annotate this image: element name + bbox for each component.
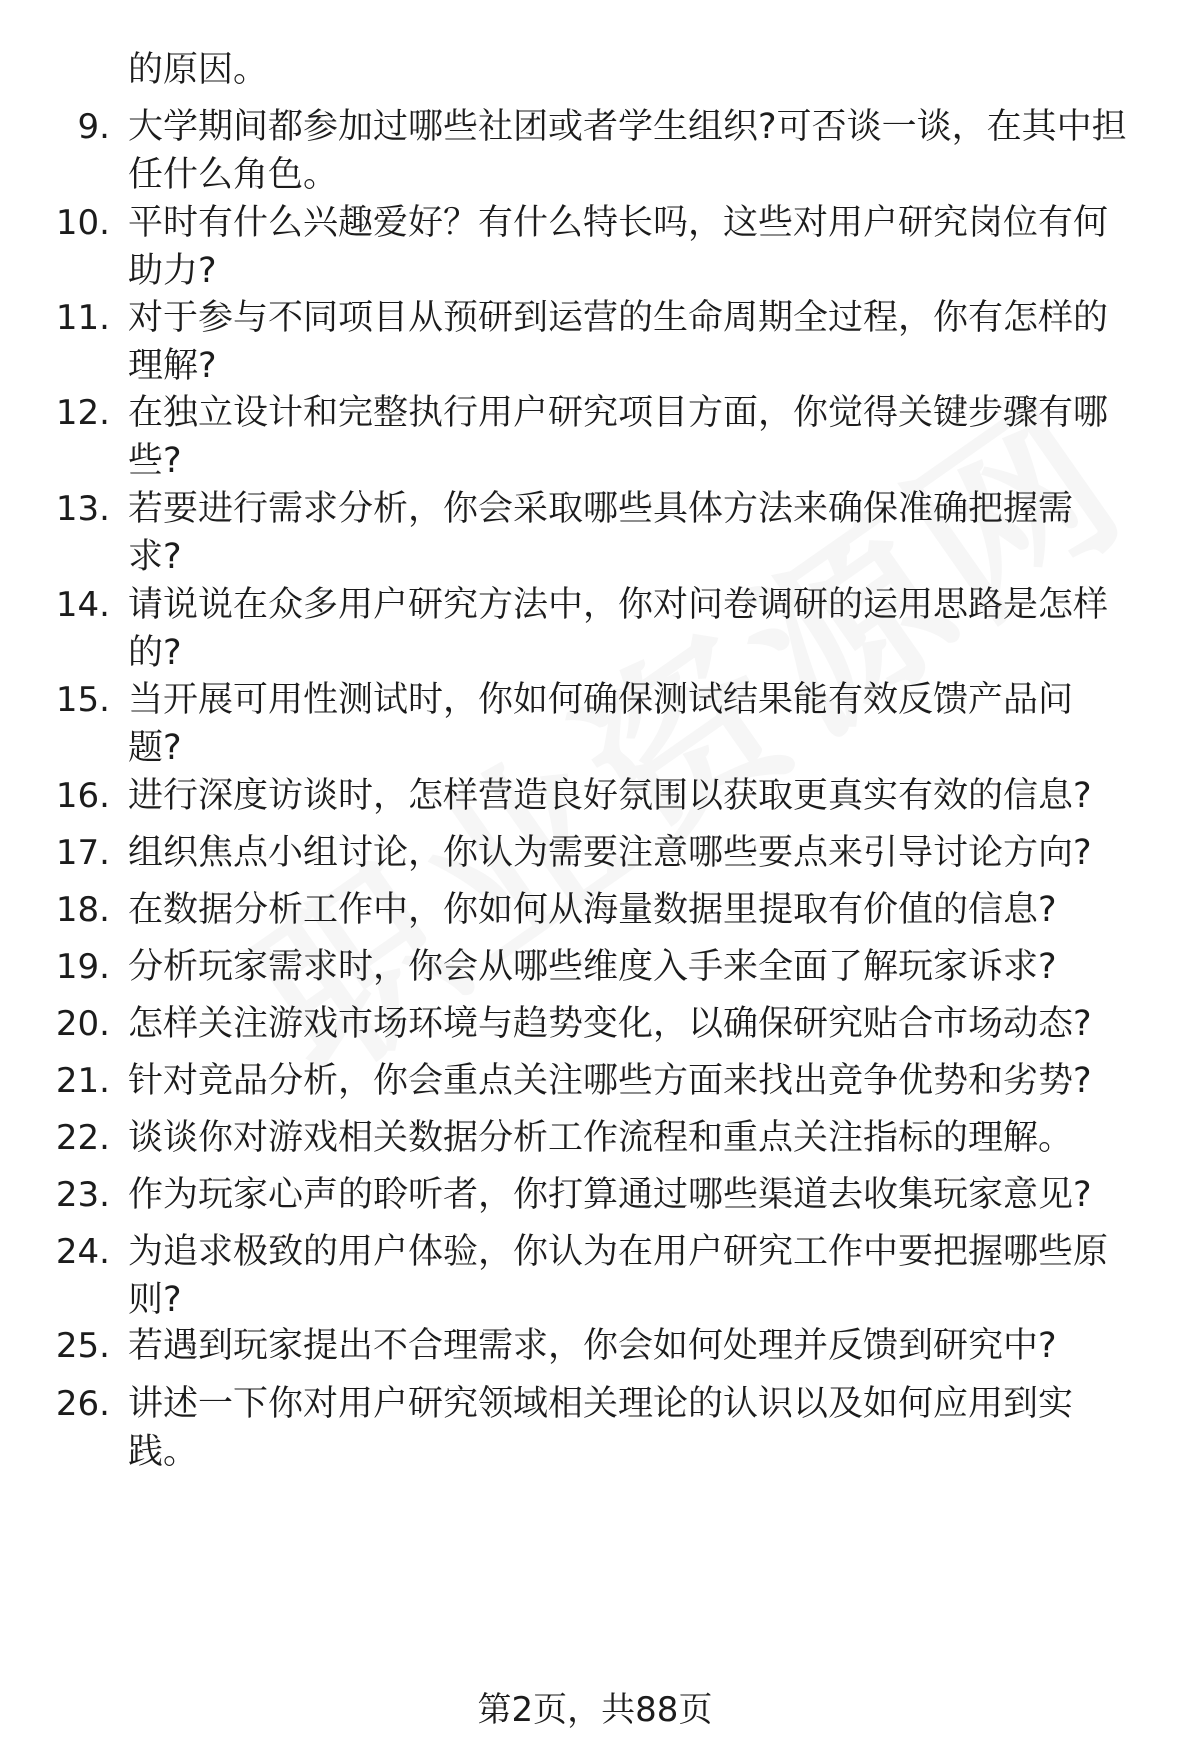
question-number: 26. [55,1384,110,1424]
question-number: 19. [55,947,110,987]
question-text [128,772,1168,820]
question-number: 17. [55,833,110,873]
question-line: 进行深度访谈时，怎样营造良好氛围以获取更真实有效的信息? [128,776,1092,816]
question-number: 10. [55,203,110,243]
question-number: 11. [55,298,110,338]
question-number: 14. [55,585,110,625]
question-text [128,1322,1168,1370]
question-line: 在数据分析工作中，你如何从海量数据里提取有价值的信息? [128,890,1057,930]
page-footer: 第2页，共88页 [477,1690,713,1730]
question-number: 12. [55,393,110,433]
question-line: 则? [128,1280,182,1320]
question-line: 助力? [128,251,217,291]
question-number: 15. [55,680,110,720]
question-text [128,103,1168,199]
question-text [128,199,1168,295]
question-line: 谈谈你对游戏相关数据分析工作流程和重点关注指标的理解。 [128,1118,1074,1158]
question-text [128,581,1168,677]
question-number: 21. [55,1061,110,1101]
question-line: 在独立设计和完整执行用户研究项目方面，你觉得关键步骤有哪 [128,393,1109,433]
question-line: 作为玩家心声的聆听者，你打算通过哪些渠道去收集玩家意见? [128,1175,1092,1215]
question-number: 16. [55,776,110,816]
question-text [128,943,1168,991]
question-line: 针对竞品分析，你会重点关注哪些方面来找出竞争优势和劣势? [128,1061,1092,1101]
question-line: 当开展可用性测试时，你如何确保测试结果能有效反馈产品问 [128,680,1074,720]
question-line: 理解? [128,346,217,386]
question-number: 9. [77,107,110,147]
question-line: 讲述一下你对用户研究领域相关理论的认识以及如何应用到实 [128,1384,1074,1424]
question-text [128,1000,1168,1048]
question-text [128,294,1168,390]
question-text [128,829,1168,877]
question-number: 20. [55,1004,110,1044]
question-text [128,485,1168,581]
question-text [128,1380,1168,1476]
question-line: 题? [128,728,182,768]
question-line: 大学期间都参加过哪些社团或者学生组织?可否谈一谈，在其中担 [128,107,1127,147]
question-line: 平时有什么兴趣爱好？有什么特长吗，这些对用户研究岗位有何 [128,203,1109,243]
question-text [128,1114,1168,1162]
question-text [128,1171,1168,1219]
question-line: 些? [128,441,182,481]
question-text [128,1057,1168,1105]
question-text [128,1228,1168,1324]
question-text [128,886,1168,934]
question-line: 对于参与不同项目从预研到运营的生命周期全过程，你有怎样的 [128,298,1109,338]
question-line: 践。 [128,1432,199,1472]
question-line: 求? [128,537,182,577]
question-line: 任什么角色。 [128,155,339,195]
question-number: 18. [55,890,110,930]
question-line: 的? [128,633,182,673]
question-line: 组织焦点小组讨论，你认为需要注意哪些要点来引导讨论方向? [128,833,1092,873]
question-line: 分析玩家需求时，你会从哪些维度入手来全面了解玩家诉求? [128,947,1057,987]
question-text [128,676,1168,772]
question-number: 13. [55,489,110,529]
question-line: 若要进行需求分析，你会采取哪些具体方法来确保准确把握需 [128,489,1074,529]
question-line: 怎样关注游戏市场环境与趋势变化，以确保研究贴合市场动态? [128,1004,1092,1044]
question-number: 22. [55,1118,110,1158]
question-number: 24. [55,1232,110,1272]
question-line: 为追求极致的用户体验，你认为在用户研究工作中要把握哪些原 [128,1232,1109,1272]
question-text [128,389,1168,485]
continuation-text: 的原因。 [128,50,269,90]
question-line: 若遇到玩家提出不合理需求，你会如何处理并反馈到研究中? [128,1326,1057,1366]
question-number: 23. [55,1175,110,1215]
question-number: 25. [55,1326,110,1366]
question-line: 请说说在众多用户研究方法中，你对问卷调研的运用思路是怎样 [128,585,1109,625]
